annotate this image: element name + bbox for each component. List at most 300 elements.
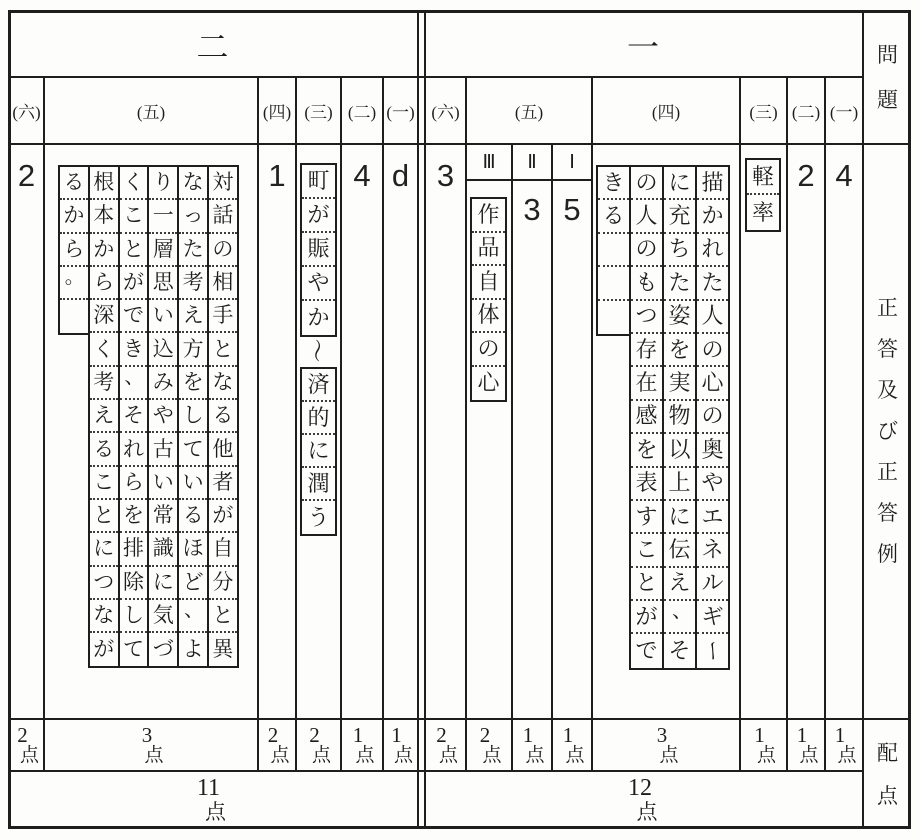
rail-char: 例: [877, 542, 898, 566]
char-cell: [664, 601, 695, 634]
char-glyph: を: [122, 503, 144, 528]
char-cell: [120, 633, 148, 666]
char-cell: [179, 600, 207, 633]
char-cell: [664, 234, 695, 267]
char-cell: [179, 400, 207, 433]
char-cell: [631, 501, 662, 534]
char-cell: [60, 234, 88, 267]
char-cell: [149, 300, 177, 333]
char-glyph: と: [93, 503, 115, 528]
char-glyph: み: [152, 369, 174, 394]
s2-total-points: 11 点: [196, 774, 226, 825]
char-glyph: 一: [152, 203, 174, 228]
char-cell: [697, 334, 728, 367]
char-cell: [302, 301, 335, 335]
char-glyph: 姿: [668, 303, 691, 329]
char-glyph: 心: [701, 370, 724, 396]
divider-line: [8, 143, 911, 145]
column-divider: [43, 76, 45, 772]
char-glyph: を: [635, 436, 658, 462]
char-glyph: 話: [212, 203, 234, 228]
char-cell: [90, 567, 118, 600]
char-cell: [209, 633, 237, 666]
char-glyph: る: [63, 170, 85, 195]
answer-grid-column: [147, 165, 179, 668]
char-glyph: ル: [701, 570, 724, 596]
rail-char: 及: [877, 378, 898, 402]
s1-q2-points: 1 点: [796, 723, 819, 767]
char-glyph: 排: [122, 536, 144, 561]
char-glyph: 方: [182, 336, 204, 361]
char-cell: [472, 266, 505, 300]
char-cell: [209, 300, 237, 333]
char-glyph: ど: [182, 569, 204, 594]
char-glyph: 、: [124, 365, 145, 388]
char-cell: [631, 200, 662, 233]
char-glyph: 賑: [307, 236, 330, 261]
char-glyph: の: [477, 335, 500, 361]
answer-grid-column: [118, 165, 150, 668]
column-divider: [591, 76, 593, 772]
char-glyph: 的: [307, 404, 330, 430]
char-cell: [149, 167, 177, 200]
char-glyph: か: [63, 203, 85, 228]
char-cell: [209, 567, 237, 600]
char-cell: [472, 199, 505, 233]
char-glyph: た: [701, 269, 724, 295]
char-glyph: す: [635, 503, 658, 529]
char-glyph: よ: [182, 637, 204, 662]
char-glyph: ー: [700, 640, 726, 663]
column-divider: [295, 76, 297, 772]
char-glyph: の: [635, 236, 658, 262]
char-cell: [631, 367, 662, 400]
char-glyph: ら: [93, 270, 115, 295]
char-glyph: ほ: [182, 536, 204, 561]
s2-q2-answer: 4: [353, 158, 371, 193]
s2-q3-range-tilde: [297, 334, 340, 366]
char-cell: [120, 367, 148, 400]
char-glyph: 深: [93, 303, 115, 328]
char-cell: [631, 401, 662, 434]
char-cell: [149, 433, 177, 466]
char-glyph: 考: [182, 270, 204, 295]
section1-title: 一: [626, 28, 661, 65]
char-glyph: ら: [122, 469, 144, 494]
char-glyph: 手: [212, 303, 234, 328]
char-cell: [664, 534, 695, 567]
char-cell: [90, 400, 118, 433]
char-cell: [149, 333, 177, 366]
char-cell: [598, 234, 629, 267]
char-cell: [149, 500, 177, 533]
char-glyph: つ: [93, 569, 115, 594]
char-glyph: 気: [152, 603, 174, 627]
char-cell: [90, 200, 118, 233]
char-glyph: 込: [152, 336, 174, 361]
char-cell: [664, 634, 695, 667]
char-glyph: 伝: [668, 536, 691, 562]
char-glyph: 感: [635, 403, 658, 429]
char-glyph: い: [152, 303, 174, 328]
char-glyph: と: [212, 603, 234, 627]
char-cell: [179, 367, 207, 400]
char-cell: [631, 601, 662, 634]
char-cell: [90, 300, 118, 333]
char-cell: [302, 267, 335, 301]
char-glyph: き: [122, 336, 144, 361]
char-glyph: て: [122, 637, 144, 662]
char-glyph: か: [93, 236, 115, 261]
char-cell: [472, 233, 505, 267]
char-glyph: に: [668, 169, 691, 195]
char-cell: [631, 568, 662, 601]
char-cell: [149, 200, 177, 233]
char-glyph: 、: [672, 600, 692, 623]
s1-total-points: 12 点: [628, 774, 658, 825]
char-glyph: 潤: [307, 470, 330, 496]
char-glyph: 根: [93, 170, 115, 195]
char-cell: [179, 300, 207, 333]
char-glyph: そ: [668, 638, 691, 664]
s2-q2-points: 1 点: [352, 723, 375, 767]
char-glyph: 描: [701, 169, 724, 195]
s1-q5-I-points: 1 点: [562, 723, 585, 767]
char-cell: [90, 433, 118, 466]
s2-q3-answer-box-end: [300, 367, 337, 536]
char-cell: [90, 600, 118, 633]
s1-q2-label: (二): [791, 103, 821, 122]
char-cell: [631, 301, 662, 334]
char-glyph: 充: [668, 203, 691, 229]
char-glyph: か: [701, 203, 724, 229]
char-glyph: 存: [635, 336, 658, 362]
char-glyph: が: [93, 637, 115, 662]
char-cell: [302, 402, 335, 435]
s2-q4-label: (四): [262, 103, 292, 122]
s1-q5-II-points: 1 点: [522, 723, 545, 767]
char-cell: [120, 567, 148, 600]
char-cell: [697, 634, 728, 667]
char-glyph: で: [635, 638, 658, 664]
char-cell: [90, 467, 118, 500]
char-cell: [149, 267, 177, 300]
char-cell: [664, 468, 695, 501]
rail-answers-label: [864, 145, 911, 718]
char-glyph: 層: [152, 236, 174, 261]
char-glyph: こ: [93, 469, 115, 494]
char-cell: [90, 267, 118, 300]
char-cell: [598, 267, 629, 300]
s2-q5-answer-grid: [58, 165, 239, 668]
char-cell: [120, 467, 148, 500]
char-cell: [209, 433, 237, 466]
char-cell: [697, 568, 728, 601]
char-glyph: 本: [93, 203, 115, 228]
char-cell: [697, 301, 728, 334]
char-cell: [209, 167, 237, 200]
s1-q4-label: (四): [651, 103, 681, 122]
char-glyph: 人: [635, 203, 658, 229]
char-cell: [302, 199, 335, 233]
char-glyph: え: [182, 303, 204, 328]
rail-char: 正: [877, 296, 898, 320]
char-glyph: に: [668, 503, 691, 529]
rail-char: び: [877, 419, 898, 443]
s1-q1-label: (一): [829, 103, 859, 122]
char-glyph: た: [668, 269, 691, 295]
char-cell: [664, 200, 695, 233]
char-cell: [697, 401, 728, 434]
answer-grid-column: [695, 165, 730, 670]
char-glyph: ギ: [701, 603, 724, 629]
char-cell: [120, 600, 148, 633]
char-cell: [631, 234, 662, 267]
answer-grid-column: [596, 165, 631, 336]
char-cell: [60, 200, 88, 233]
char-cell: [302, 501, 335, 534]
char-cell: [149, 533, 177, 566]
sub-column-divider: [551, 143, 553, 772]
char-cell: [60, 267, 88, 300]
char-cell: [179, 567, 207, 600]
answer-grid-column: [58, 165, 90, 335]
char-cell: [209, 533, 237, 566]
column-divider: [739, 76, 741, 772]
s1-q5-sub-label-II: Ⅱ: [527, 151, 537, 173]
char-cell: [598, 301, 629, 334]
char-glyph: の: [701, 336, 724, 362]
char-cell: [631, 267, 662, 300]
char-glyph: 対: [212, 170, 234, 195]
char-glyph: に: [307, 437, 330, 463]
s1-q3-label: (三): [749, 103, 778, 122]
char-cell: [149, 400, 177, 433]
s1-q5-label: (五): [514, 103, 544, 122]
char-cell: [120, 533, 148, 566]
answer-grid-column: [177, 165, 209, 668]
char-cell: [209, 467, 237, 500]
s2-q3-label: (三): [304, 103, 333, 122]
char-cell: [179, 633, 207, 666]
char-glyph: し: [122, 603, 144, 627]
s2-q1-answer: d: [391, 158, 410, 193]
char-glyph: の: [212, 236, 234, 261]
rail-char: 問: [877, 43, 898, 67]
char-cell: [120, 234, 148, 267]
answer-grid-column: [662, 165, 697, 670]
char-glyph: る: [602, 203, 625, 229]
s1-q6-points: 2 点: [436, 723, 458, 767]
char-glyph: い: [152, 469, 174, 494]
char-cell: [149, 633, 177, 666]
s2-q1-label: (一): [386, 103, 415, 122]
char-glyph: き: [602, 169, 625, 195]
char-glyph: る: [93, 436, 115, 461]
rail-char: 正: [877, 460, 898, 484]
char-cell: [149, 467, 177, 500]
char-glyph: 町: [307, 168, 330, 193]
char-cell: [598, 200, 629, 233]
s1-q3-answer-box: [745, 158, 781, 232]
s1-q3-points: 1 点: [754, 723, 776, 767]
char-cell: [631, 434, 662, 467]
char-glyph: え: [93, 403, 115, 428]
char-cell: [631, 334, 662, 367]
char-cell: [747, 160, 779, 195]
char-cell: [90, 167, 118, 200]
section2-title: 二: [196, 28, 231, 65]
char-glyph: 体: [477, 302, 500, 328]
char-glyph: 物: [668, 403, 691, 429]
char-cell: [302, 468, 335, 501]
char-cell: [302, 369, 335, 402]
char-cell: [179, 267, 207, 300]
s2-q5-label: (五): [136, 103, 166, 122]
sub-column-divider: [511, 143, 513, 772]
char-glyph: く: [122, 170, 144, 195]
rail-char: 答: [877, 501, 898, 525]
char-cell: [149, 567, 177, 600]
char-cell: [631, 534, 662, 567]
char-cell: [631, 167, 662, 200]
char-glyph: づ: [152, 637, 174, 662]
char-glyph: か: [307, 305, 330, 330]
char-glyph: 作: [477, 201, 500, 227]
s1-q5-sub-label-III: Ⅲ: [482, 151, 496, 173]
char-glyph: っ: [182, 203, 204, 228]
char-cell: [697, 234, 728, 267]
char-glyph: 以: [668, 436, 691, 462]
s1-q5-II-answer: 3: [523, 192, 541, 227]
char-cell: [179, 200, 207, 233]
s1-q5-III-points: 2 点: [479, 723, 502, 767]
char-glyph: と: [635, 570, 658, 596]
char-glyph: れ: [122, 436, 144, 461]
char-cell: [90, 333, 118, 366]
s1-q2-answer: 2: [797, 158, 815, 193]
char-cell: [697, 200, 728, 233]
char-cell: [90, 367, 118, 400]
rail-char: 点: [877, 783, 898, 808]
char-glyph: が: [212, 503, 234, 528]
char-cell: [664, 301, 695, 334]
char-glyph: 古: [152, 436, 174, 461]
s1-q1-answer: 4: [835, 158, 853, 193]
s2-q6-points: 2 点: [17, 723, 39, 767]
char-cell: [664, 167, 695, 200]
char-cell: [302, 435, 335, 468]
char-glyph: 率: [751, 199, 774, 225]
char-cell: [209, 200, 237, 233]
char-cell: [179, 467, 207, 500]
char-cell: [120, 167, 148, 200]
s1-q5-I-answer: 5: [563, 192, 581, 227]
char-cell: [209, 400, 237, 433]
char-cell: [664, 434, 695, 467]
char-cell: [697, 601, 728, 634]
char-glyph: と: [212, 336, 234, 361]
char-glyph: 識: [152, 536, 174, 561]
char-cell: [209, 333, 237, 366]
char-glyph: 表: [635, 470, 658, 496]
char-glyph: 在: [635, 370, 658, 396]
rail-char: 答: [877, 337, 898, 361]
char-glyph: 思: [152, 270, 174, 295]
s1-q6-answer: 3: [436, 158, 455, 193]
char-cell: [472, 300, 505, 334]
char-cell: [209, 600, 237, 633]
s2-q4-answer: 1: [268, 158, 286, 193]
char-cell: [120, 300, 148, 333]
char-cell: [149, 234, 177, 267]
char-cell: [60, 167, 88, 200]
char-cell: [179, 533, 207, 566]
char-cell: [697, 468, 728, 501]
char-glyph: 人: [701, 303, 724, 329]
char-glyph: を: [668, 336, 691, 362]
s1-q5-sub-label-I: Ⅰ: [569, 151, 575, 173]
char-glyph: エ: [701, 503, 724, 529]
s2-q4-points: 2 点: [267, 723, 290, 767]
s1-q4-answer-grid: [596, 165, 730, 670]
char-glyph: 軽: [751, 163, 774, 189]
char-cell: [664, 334, 695, 367]
rail-problem-label: [864, 13, 911, 143]
rail-points-label: [864, 720, 911, 829]
char-glyph: い: [182, 469, 204, 494]
rail-char: 配: [877, 740, 898, 765]
char-glyph: た: [182, 236, 204, 261]
char-cell: [209, 234, 237, 267]
char-glyph: 他: [212, 436, 234, 461]
char-cell: [697, 167, 728, 200]
tilde-glyph: 〜: [302, 338, 328, 362]
char-glyph: ら: [63, 236, 85, 261]
s1-q4-points: 3 点: [656, 723, 679, 767]
char-glyph: な: [93, 603, 115, 627]
s2-q1-points: 1 点: [391, 723, 413, 767]
char-cell: [149, 600, 177, 633]
char-glyph: が: [635, 603, 658, 629]
char-glyph: て: [182, 436, 204, 461]
char-cell: [697, 501, 728, 534]
char-glyph: 、: [183, 598, 204, 621]
char-cell: [302, 233, 335, 267]
column-divider: [465, 76, 467, 772]
char-glyph: 心: [477, 370, 500, 396]
char-cell: [302, 165, 335, 199]
s1-q1-points: 1 点: [834, 723, 857, 767]
char-glyph: の: [701, 403, 724, 429]
char-glyph: が: [122, 270, 144, 295]
char-glyph: 除: [122, 569, 144, 594]
char-glyph: や: [701, 470, 724, 496]
char-cell: [120, 333, 148, 366]
char-glyph: が: [307, 202, 330, 227]
char-cell: [179, 500, 207, 533]
s2-q3-points: 2 点: [309, 723, 331, 767]
char-cell: [598, 167, 629, 200]
char-cell: [209, 267, 237, 300]
s2-q5-points: 3 点: [141, 723, 164, 767]
char-glyph: ち: [668, 236, 691, 262]
char-glyph: を: [182, 369, 204, 394]
char-glyph: つ: [635, 303, 658, 329]
char-glyph: 常: [152, 503, 174, 528]
char-glyph: こ: [635, 536, 658, 562]
s2-q2-label: (二): [347, 103, 377, 122]
